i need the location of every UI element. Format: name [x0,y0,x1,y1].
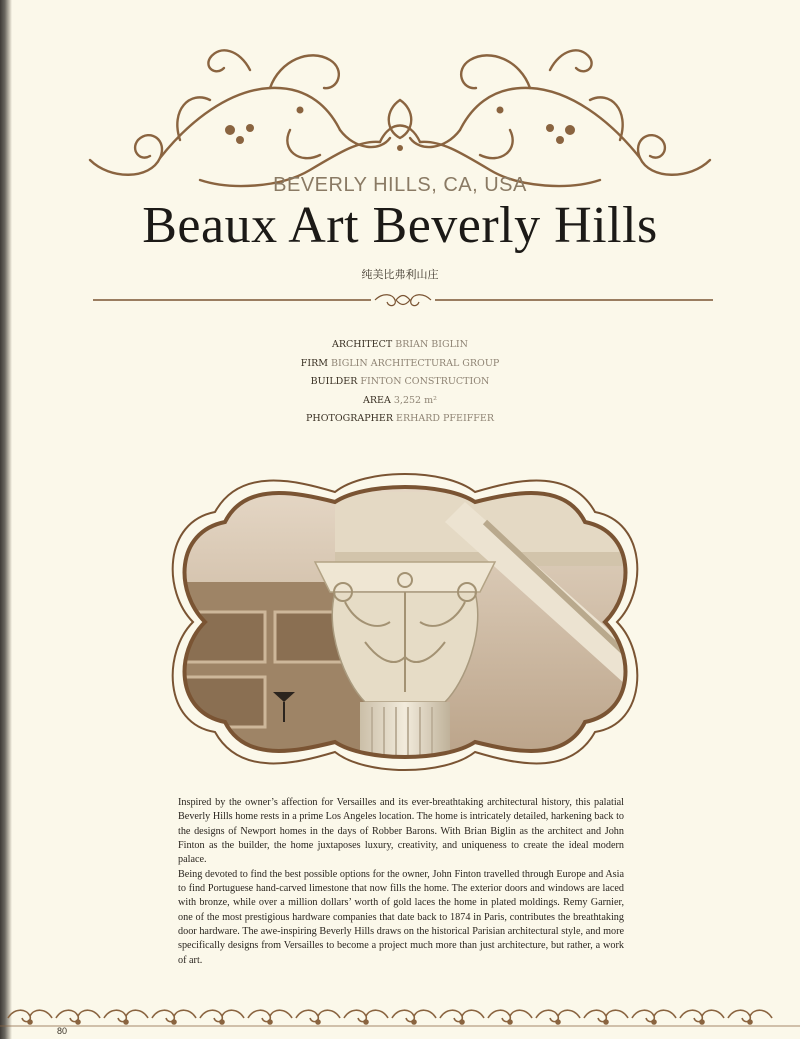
credit-area [0,392,800,411]
credit-label: PHOTOGRAPHER [306,413,393,424]
credit-value: BRIAN BIGLIN [395,339,468,350]
credit-label: BUILDER [310,376,358,387]
article-paragraph-1: Inspired by the owner’s affection for Versailles and its ever-breathtaking architectural history, this palatial Beverly Hills home rests in a prime Los Angeles location. The home is intricately detailed, harkening back to the designs of Newport homes in the days of Robber Barons. With Brian Biglin as the architect and John Finton as the builder, the home juxtaposes luxury, creativity, and uniqueness to create the ideal modern palace. [178,797,624,866]
credit-label: ARCHITECT [331,339,393,350]
credit-value: BIGLIN ARCHITECTURAL GROUP [331,357,500,369]
page-number: 80 [57,1026,68,1036]
credit-photographer [0,410,800,429]
credit-firm [0,355,800,374]
credit-value: 3,252 m² [393,394,437,406]
article-paragraph-2: Being devoted to find the best possible options for the owner, John Finton travelled through Europe and Asia to find Portuguese hand-carved limestone that now fills the home. The exterior doors and windows are laced with bronze, while over a million dollars’ worth of gold laces the home in plated moldings. Remy Garnier, one of the most prestigious hardware companies that date back to 1874 in Paris, contributes the breathtaking door hardware. The awe-inspiring Beverly Hills draws on the historical Parisian architectural style, and more specifically designs from Versailles to become a project much more than just architecture, but rather, a work of art. [178,868,624,966]
credit-label: FIRM [300,357,328,369]
page-title: Beaux Art Beverly Hills [142,197,658,254]
book-spine-shadow [0,0,12,1039]
article-body [178,796,624,968]
credit-label: AREA [363,394,391,406]
credits-block [0,336,800,429]
credit-architect [0,336,800,355]
chinese-subtitle: 纯美比弗利山庄 [361,268,439,281]
credit-value: FINTON CONSTRUCTION [360,376,490,387]
bottom-border-ornament [0,1004,800,1030]
divider-rule [93,290,713,310]
credit-builder [0,373,800,392]
location-heading: BEVERLY HILLS, CA, USA [273,174,527,196]
framed-photo-corinthian-capital [165,462,645,782]
credit-value: ERHARD PFEIFFER [396,413,494,424]
